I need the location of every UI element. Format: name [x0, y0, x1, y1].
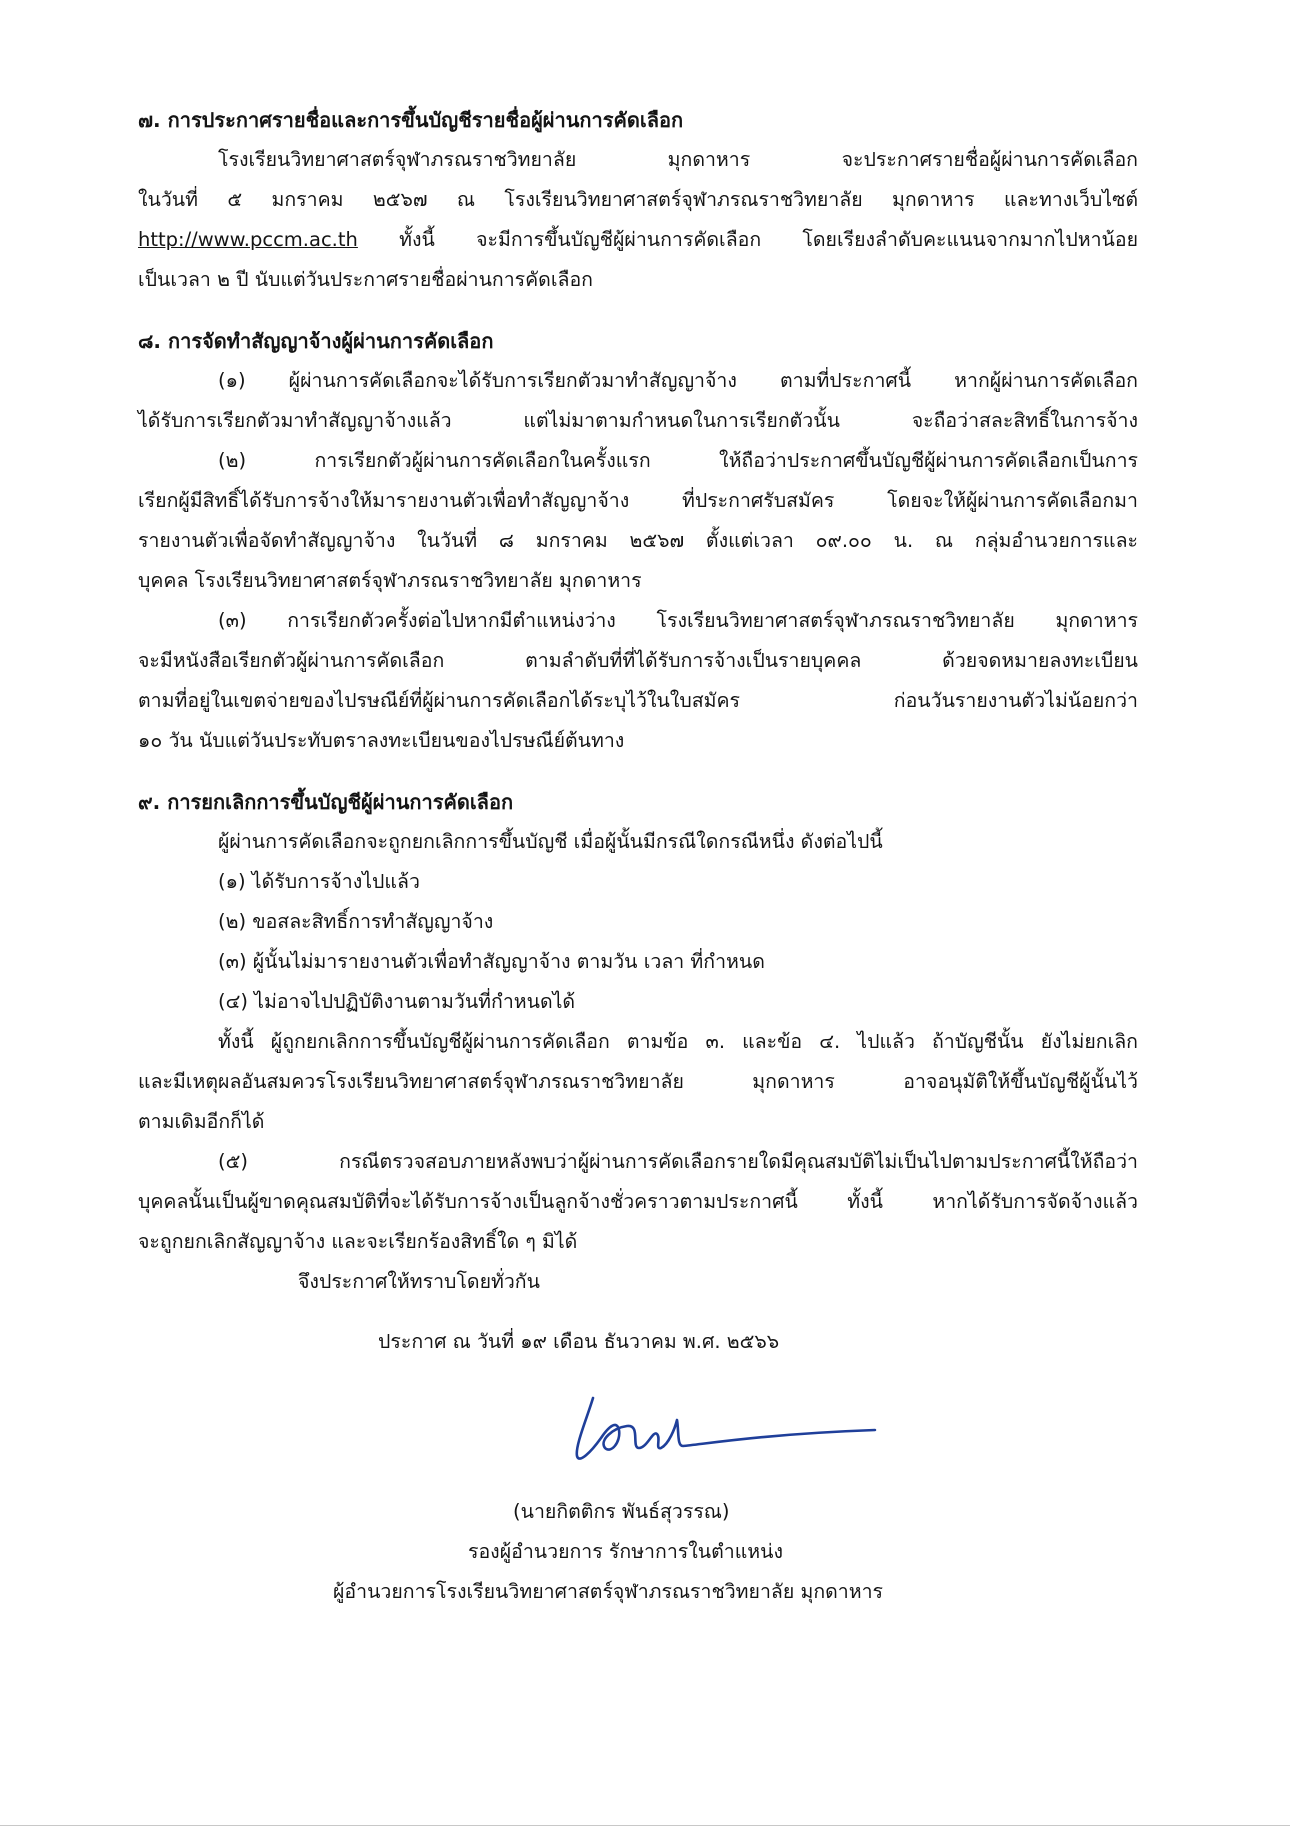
signatory-position: รองผู้อำนวยการ รักษาการในตำแหน่ง [468, 1540, 783, 1563]
text-line: บุคคล โรงเรียนวิทยาศาสตร์จุฬาภรณราชวิทยาลัย มุกดาหาร [138, 569, 642, 592]
signatory-name: (นายกิตติกร พันธ์สุวรรณ) [513, 1500, 730, 1523]
text-fragment: ทั้งนี้ จะมีการขึ้นบัญชีผู้ผ่านการคัดเลือก โดยเรียงลำดับคะแนนจากมากไปหาน้อย [399, 228, 1138, 251]
text-line: ตามเดิมอีกก็ได้ [138, 1110, 265, 1133]
section-7-heading: ๗. การประกาศรายชื่อและการขึ้นบัญชีรายชื่อผู้ผ่านการคัดเลือก [138, 108, 684, 132]
section-9-note [138, 1028, 1138, 1108]
text-line: ๑๐ วัน นับแต่วันประทับตราลงทะเบียนของไปรษณีย์ต้นทาง [138, 729, 625, 752]
section-8-item-1 [138, 367, 1138, 447]
text-line: ตามที่อยู่ในเขตจ่ายของไปรษณีย์ที่ผู้ผ่านการคัดเลือกได้ระบุไว้ในใบสมัคร ก่อนวันรายงานตัวไม่น้อยกว่า [138, 689, 1138, 712]
text-line: จะถูกยกเลิกสัญญาจ้าง และจะเรียกร้องสิทธิ์ใด ๆ มิได้ [138, 1230, 578, 1253]
text-line: (๑) ผู้ผ่านการคัดเลือกจะได้รับการเรียกตัวมาทำสัญญาจ้าง ตามที่ประกาศนี้ หากผู้ผ่านการคัดเลือก [218, 369, 1138, 392]
text-line: รายงานตัวเพื่อจัดทำสัญญาจ้าง ในวันที่ ๘ มกราคม ๒๕๖๗ ตั้งแต่เวลา ๐๙.๐๐ น. ณ กลุ่มอำนวยการและ [138, 529, 1138, 552]
section-9-heading: ๙. การยกเลิกการขึ้นบัญชีผู้ผ่านการคัดเลือก [138, 790, 514, 814]
section-9-item: (๔) ไม่อาจไปปฏิบัติงานตามวันที่กำหนดได้ [218, 990, 576, 1013]
section-9-item: (๓) ผู้นั้นไม่มารายงานตัวเพื่อทำสัญญาจ้าง ตามวัน เวลา ที่กำหนด [218, 950, 765, 973]
section-9-intro: ผู้ผ่านการคัดเลือกจะถูกยกเลิกการขึ้นบัญชี เมื่อผู้นั้นมีกรณีใดกรณีหนึ่ง ดังต่อไปนี้ [218, 830, 883, 853]
text-line: ได้รับการเรียกตัวมาทำสัญญาจ้างแล้ว แต่ไม่มาตามกำหนดในการเรียกตัวนั้น จะถือว่าสละสิทธิ์ในการจ้าง [138, 409, 1138, 432]
section-7-paragraph [138, 146, 1138, 266]
text-line: (๓) การเรียกตัวครั้งต่อไปหากมีตำแหน่งว่าง โรงเรียนวิทยาศาสตร์จุฬาภรณราชวิทยาลัย มุกดาหาร [218, 609, 1138, 632]
section-8-item-3 [138, 607, 1138, 727]
section-9-item: (๒) ขอสละสิทธิ์การทำสัญญาจ้าง [218, 910, 494, 933]
website-link[interactable]: http://www.pccm.ac.th [138, 228, 358, 251]
text-line: (๒) การเรียกตัวผู้ผ่านการคัดเลือกในครั้งแรก ให้ถือว่าประกาศขึ้นบัญชีผู้ผ่านการคัดเลือกเป็นการ [218, 449, 1138, 472]
section-8-heading: ๘. การจัดทำสัญญาจ้างผู้ผ่านการคัดเลือก [138, 329, 494, 353]
signatory-title: ผู้อำนวยการโรงเรียนวิทยาศาสตร์จุฬาภรณราชวิทยาลัย มุกดาหาร [333, 1580, 884, 1603]
text-line: บุคคลนั้นเป็นผู้ขาดคุณสมบัติที่จะได้รับการจ้างเป็นลูกจ้างชั่วคราวตามประกาศนี้ ทั้งนี้ หากได้รับการจัดจ้างแล้ว [138, 1190, 1138, 1213]
signature-image [565, 1390, 885, 1470]
section-8-item-2 [138, 447, 1138, 567]
text-line: เรียกผู้มีสิทธิ์ได้รับการจ้างให้มารายงานตัวเพื่อทำสัญญาจ้าง ที่ประกาศรับสมัคร โดยจะให้ผู้ผ่านการคัดเลือกมา [138, 489, 1138, 512]
text-line: จะมีหนังสือเรียกตัวผู้ผ่านการคัดเลือก ตามลำดับที่ที่ได้รับการจ้างเป็นรายบุคคล ด้วยจดหมายลงทะเบียน [138, 649, 1138, 672]
section-9-item: (๑) ได้รับการจ้างไปแล้ว [218, 870, 420, 893]
section-9-item-5 [138, 1148, 1138, 1228]
announcement-date: ประกาศ ณ วันที่ ๑๙ เดือน ธันวาคม พ.ศ. ๒๕๖๖ [378, 1330, 780, 1353]
text-line: และมีเหตุผลอันสมควรโรงเรียนวิทยาศาสตร์จุฬาภรณราชวิทยาลัย มุกดาหาร อาจอนุมัติให้ขึ้นบัญชีผู้นั้นไว้ [138, 1070, 1138, 1093]
text-line: ทั้งนี้ ผู้ถูกยกเลิกการขึ้นบัญชีผู้ผ่านการคัดเลือก ตามข้อ ๓. และข้อ ๔. ไปแล้ว ถ้าบัญชีนั้น ยังไม่ยกเลิก [218, 1030, 1138, 1053]
text-line: ในวันที่ ๕ มกราคม ๒๕๖๗ ณ โรงเรียนวิทยาศาสตร์จุฬาภรณราชวิทยาลัย มุกดาหาร และทางเว็บไซต์ [138, 188, 1138, 211]
text-line-with-link [138, 226, 1138, 266]
text-line: (๕) กรณีตรวจสอบภายหลังพบว่าผู้ผ่านการคัดเลือกรายใดมีคุณสมบัติไม่เป็นไปตามประกาศนี้ให้ถือว่า [218, 1150, 1138, 1173]
scan-edge-divider [0, 1825, 1290, 1826]
text-line: เป็นเวลา ๒ ปี นับแต่วันประกาศรายชื่อผ่านการคัดเลือก [138, 268, 593, 291]
text-line: โรงเรียนวิทยาศาสตร์จุฬาภรณราชวิทยาลัย มุกดาหาร จะประกาศรายชื่อผู้ผ่านการคัดเลือก [218, 148, 1138, 171]
closing-announcement: จึงประกาศให้ทราบโดยทั่วกัน [298, 1270, 540, 1293]
